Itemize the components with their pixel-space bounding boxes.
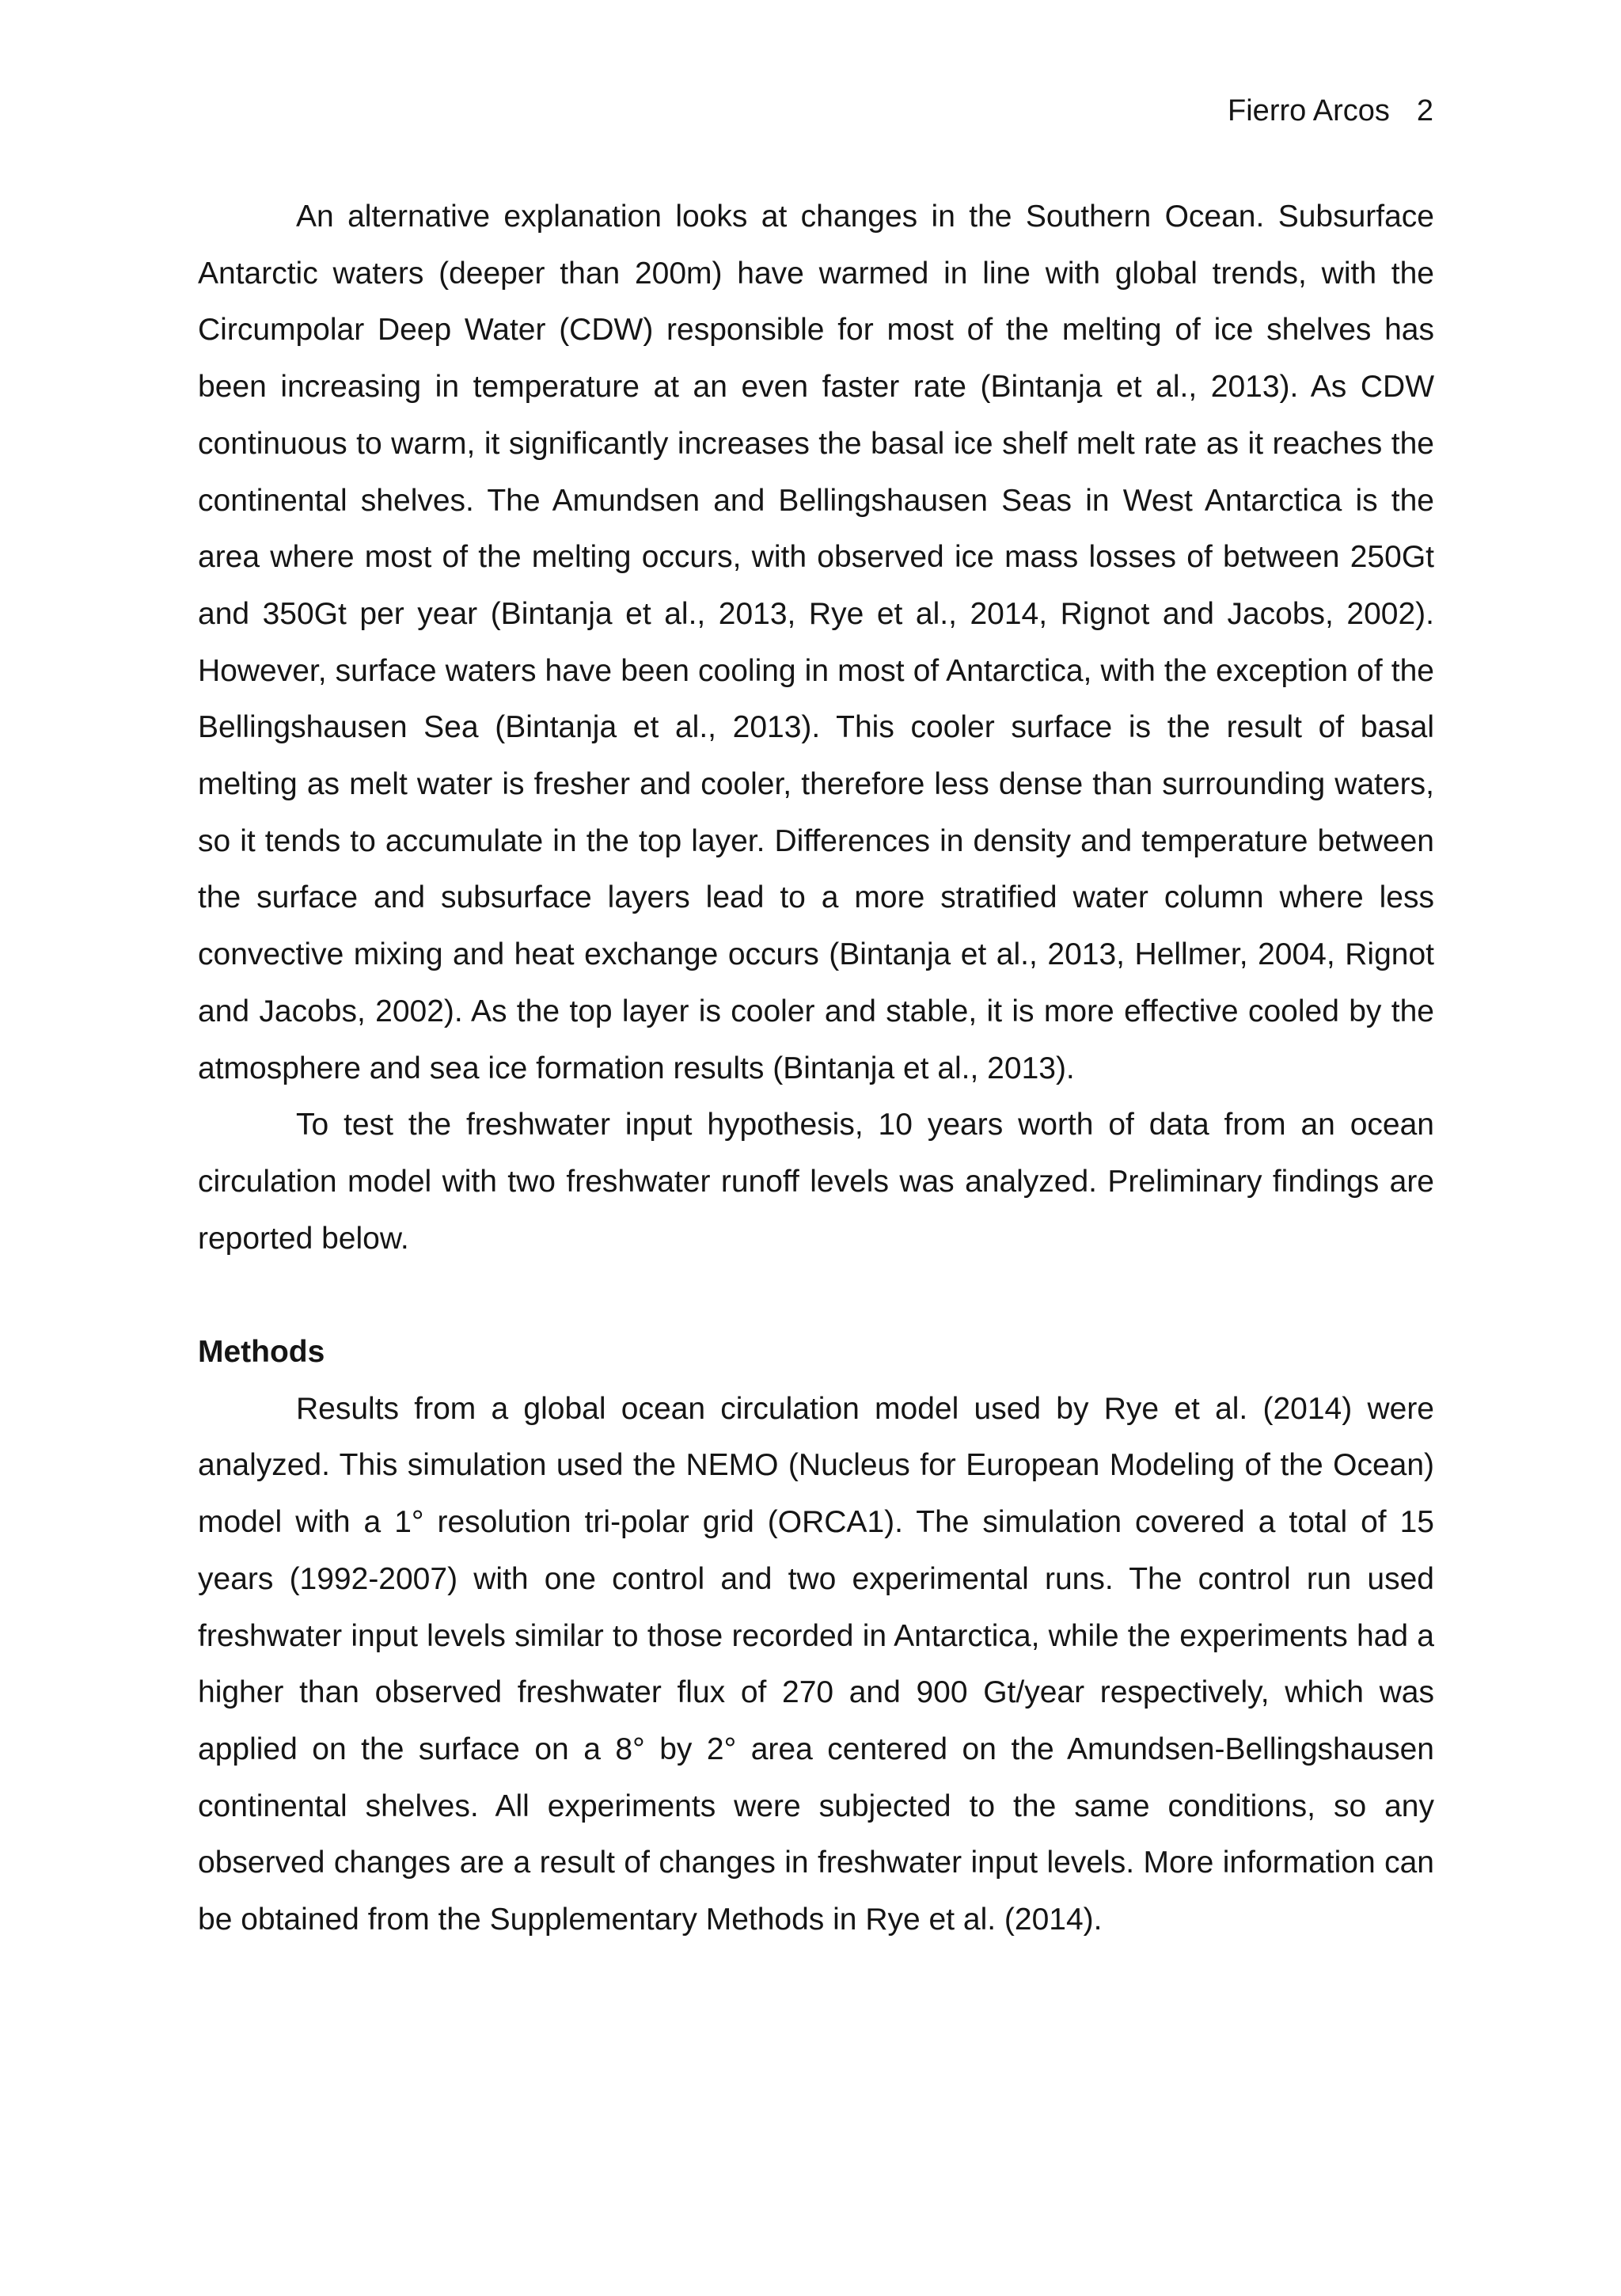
page-number: 2 xyxy=(1416,94,1433,127)
body-text xyxy=(198,188,1434,1948)
paragraph-hypothesis: To test the freshwater input hypothesis, 10 years worth of data from an ocean circulation model with two freshwater runoff levels was analyzed. Preliminary findings are reported below. xyxy=(198,1108,1434,1256)
section-spacer xyxy=(198,1267,1434,1324)
running-header xyxy=(1228,93,1433,128)
header-author: Fierro Arcos xyxy=(1228,94,1390,127)
paragraph-methods: Results from a global ocean circulation model used by Rye et al. (2014) were analyzed. This simulation used the NEMO (Nucleus for European Modeling of the Ocean) model with a 1° resolution tri-polar grid (ORCA1). The simulation covered a total of 15 years (1992-2007) with one control and two experimental runs. The control run used freshwater input levels similar to those recorded in Antarctica, while the experiments had a higher than observed freshwater flux of 270 and 900 Gt/year respectively, which was applied on the surface on a 8° by 2° area centered on the Amundsen-Bellingshausen continental shelves. All experiments were subjected to the same conditions, so any observed changes are a result of changes in freshwater input levels. More information can be obtained from the Supplementary Methods in Rye et al. (2014). xyxy=(198,1391,1434,1937)
paragraph-southern-ocean: An alternative explanation looks at changes in the Southern Ocean. Subsurface Antarctic waters (deeper than 200m) have warmed in line with global trends, with the Circumpolar Deep Water (CDW) responsible for most of the melting of ice shelves has been increasing in temperature at an even faster rate (Bintanja et al., 2013). As CDW continuous to warm, it significantly increases the basal ice shelf melt rate as it reaches the continental shelves. The Amundsen and Bellingshausen Seas in West Antarctica is the area where most of the melting occurs, with observed ice mass losses of between 250Gt and 350Gt per year (Bintanja et al., 2013, Rye et al., 2014, Rignot and Jacobs, 2002). However, surface waters have been cooling in most of Antarctica, with the exception of the Bellingshausen Sea (Bintanja et al., 2013). This cooler surface is the result of basal melting as melt water is fresher and cooler, therefore less dense than surrounding waters, so it tends to accumulate in the top layer. Differences in density and temperature between the surface and subsurface layers lead to a more stratified water column where less convective mixing and heat exchange occurs (Bintanja et al., 2013, Hellmer, 2004, Rignot and Jacobs, 2002). As the top layer is cooler and stable, it is more effective cooled by the atmosphere and sea ice formation results (Bintanja et al., 2013). xyxy=(198,200,1434,1085)
methods-heading: Methods xyxy=(198,1335,325,1370)
